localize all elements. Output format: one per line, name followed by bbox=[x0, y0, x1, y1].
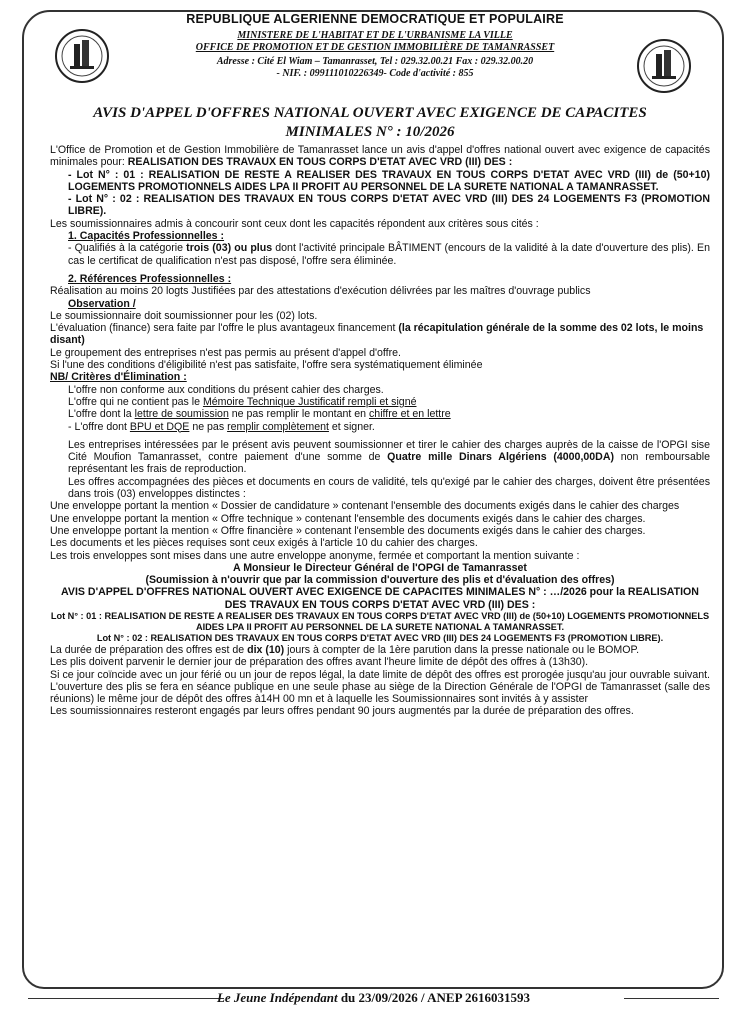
envelope-3: Une enveloppe portant la mention « Offre financière » contenant l'ensemble des documents exigés dans le cahier des charges. bbox=[50, 524, 646, 537]
observation-heading: Observation / bbox=[68, 297, 136, 310]
elimination-line: L'offre qui ne contient pas le Mémoire Technique Justificatif rempli et signé bbox=[68, 395, 417, 408]
admitted-text: Les soumissionnaires admis à concourir sont ceux dont les capacités répondent aux critères sous cités : bbox=[50, 217, 539, 230]
deadline-text: Les plis doivent parvenir le dernier jour de préparation des offres avant l'heure limite de dépôt des offres à (13h30). bbox=[50, 656, 589, 669]
observation-line: L'évaluation (finance) sera faite par l'offre le plus avantageux financement (la récapitulation générale de la somme des 02 lots, le moins disant) bbox=[50, 322, 704, 347]
cahier-paragraph: Les entreprises intéressées par le présent avis peuvent soumissionner et tirer le cahier des charges auprès de la caisse de l'OPGI sise Cité Moufion Tamanrasset, contre paiement d'une somme de Quatre mille Dinars Algériens (4000,00DA) non remboursable représentant les frais de reproduction. bbox=[68, 438, 710, 476]
elimination-line: - L'offre dont BPU et DQE ne pas remplir complètement et signer. bbox=[68, 420, 375, 433]
lot-2: - Lot N° : 02 : REALISATION DES TRAVAUX EN TOUS CORPS D'ETAT AVEC VRD (III) DES 24 LOGEMENTS F3 (PROMOTION LIBRE). bbox=[68, 193, 710, 218]
duration-text: La durée de préparation des offres est de dix (10) jours à compter de la 1ère parution dans la presse nationale ou le BOMOP. bbox=[50, 643, 640, 656]
three-envelopes-text: Les trois enveloppes sont mises dans une autre enveloppe anonyme, fermée et comportant la mention suivante : bbox=[50, 549, 580, 562]
elimination-heading: NB/ Critères d'Élimination : bbox=[50, 371, 187, 384]
opgi-logo-icon bbox=[636, 38, 692, 94]
opgi-logo-icon bbox=[54, 28, 110, 84]
republic-heading: REPUBLIQUE ALGERIENNE DEMOCRATIQUE ET POPULAIRE bbox=[186, 12, 564, 26]
references-text: Réalisation au moins 20 logts Justifiées par des attestations d'exécution délivrées par les maîtres d'ouvrage publics bbox=[50, 285, 591, 298]
docs-text: Les documents et les pièces requises sont ceux exigés à l'article 10 du cahier des charges. bbox=[50, 537, 478, 550]
publication-footer: Le Jeune Indépendant du 23/09/2026 / ANEP 2616031593 bbox=[216, 990, 531, 1005]
envelope-1: Une enveloppe portant la mention « Dossier de candidature » contenant l'ensemble des documents exigés dans le cahier des charges bbox=[50, 500, 680, 513]
envelope-2: Une enveloppe portant la mention « Offre technique » contenant l'ensemble des documents exigés dans le cahier des charges. bbox=[50, 512, 646, 525]
holiday-text: Si ce jour coïncide avec un jour férié ou un jour de repos légal, la date limite de dépôt des offres est prorogée jusqu'au jour ouvrable suivant. L'ouverture des plis se fera en séance publique en une seule phase au siège de la Direction Générale de l'OPGI de Tamanrasset (salle des réunions) le même jour de dépôt des offres à14H 00 mn et à laquelle les Soumissionnaires sont invités à y assister bbox=[50, 668, 710, 706]
observation-line: Le groupement des entreprises n'est pas permis au présent d'appel d'offre. bbox=[50, 346, 401, 359]
office-contact: Adresse : Cité El Wiam – Tamanrasset, Tel : 029.32.00.21 Fax : 029.32.00.20 - NIF. : 099111010226349- Code d'activité : 855 bbox=[216, 56, 534, 79]
ministry-heading: MINISTERE DE L'HABITAT ET DE L'URBANISME LA VILLE OFFICE DE PROMOTION ET DE GESTION IMMOBILIÈRE DE TAMANRASSET bbox=[195, 30, 555, 53]
addressee-lot-1: Lot N° : 01 : REALISATION DE RESTE A REALISER DES TRAVAUX EN TOUS CORPS D'ETAT AVEC VRD (III) de (50+10) LOGEMENTS PROMOTIONNELS AIDES LPA II PROFIT AU PERSONNEL DE LA SURETE NATIONAL A TAMANRASSET. bbox=[50, 610, 710, 632]
page-title: AVIS D'APPEL D'OFFRES NATIONAL OUVERT AVEC EXIGENCE DE CAPACITES MINIMALES N° : 10/2026 bbox=[93, 105, 647, 140]
notice-body bbox=[50, 144, 710, 718]
elimination-line: L'offre non conforme aux conditions du présent cahier des charges. bbox=[68, 383, 384, 396]
addressee-avis: AVIS D'APPEL D'OFFRES NATIONAL OUVERT AVEC EXIGENCE DE CAPACITES MINIMALES N° : …/2026 pour la REALISATION DES TRAVAUX EN TOUS CORPS D'ETAT AVEC VRD (III) DES : bbox=[61, 586, 699, 611]
references-heading: 2. Références Professionnelles : bbox=[68, 272, 232, 285]
elimination-line: L'offre dont la lettre de soumission ne pas remplir le montant en chiffre et en lettre bbox=[68, 408, 451, 421]
capacities-text: - Qualifiés à la catégorie trois (03) ou plus dont l'activité principale BÂTIMENT (encours de la validité à la date d'ouverture des plis). En cas le certificat de qualification n'est pas disposé, l'offre sera éliminée. bbox=[68, 242, 710, 267]
addressee-lot-2: Lot N° : 02 : REALISATION DES TRAVAUX EN TOUS CORPS D'ETAT AVEC VRD (III) DES 24 LOGEMENTS F3 (PROMOTION LIBRE). bbox=[96, 632, 664, 643]
intro-paragraph: L'Office de Promotion et de Gestion Immobilière de Tamanrasset lance un avis d'appel d'offres national ouvert avec exigence de capacités minimales pour: REALISATION DES TRAVAUX EN TOUS CORPS D'ETAT AVEC VRD (III) DES : bbox=[50, 144, 710, 169]
offers-paragraph: Les offres accompagnées des pièces et documents en cours de validité, tels qu'exigé par le cahier des charges, doivent être présentées dans trois (03) enveloppes distinctes : bbox=[68, 475, 710, 501]
capacities-heading: 1. Capacités Professionnelles : bbox=[68, 230, 225, 243]
lot-1: - Lot N° : 01 : REALISATION DE RESTE A REALISER DES TRAVAUX EN TOUS CORPS D'ETAT AVEC VRD (III) de (50+10) LOGEMENTS PROMOTIONNELS AIDES LPA II PROFIT AU PERSONNEL DE LA SURETE NATIONAL A TAMANRASSET. bbox=[68, 168, 710, 193]
commitment-text: Les soumissionnaires resteront engagés par leurs offres pendant 90 jours augmentés par la durée de préparation des offres. bbox=[50, 705, 634, 718]
observation-line: Le soumissionnaire doit soumissionner pour les (02) lots. bbox=[50, 309, 318, 322]
observation-line: Si l'une des conditions d'éligibilité n'est pas satisfaite, l'offre sera systématiquement éliminée bbox=[50, 359, 483, 372]
addressee-note: (Soumission à n'ouvrir que par la commission d'ouverture des plis et d'évaluation des offres) bbox=[145, 574, 615, 587]
addressee: A Monsieur le Directeur Général de l'OPGI de Tamanrasset bbox=[233, 561, 527, 574]
